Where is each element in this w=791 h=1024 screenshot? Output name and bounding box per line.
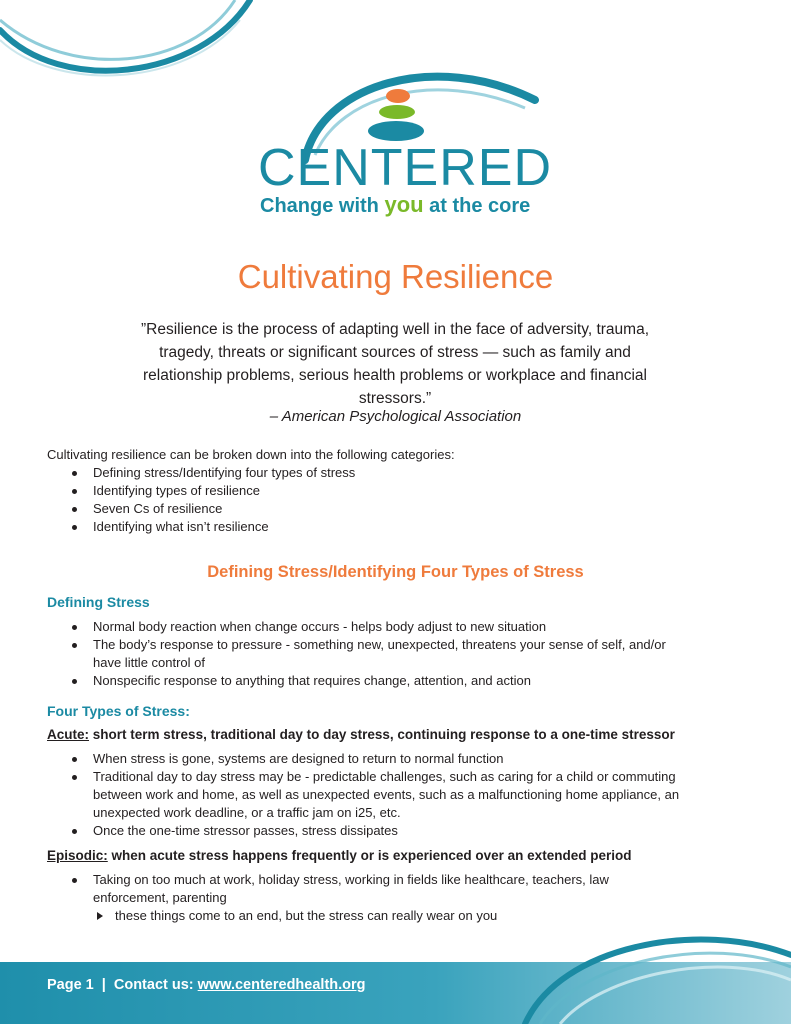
page-number: Page 1 [47, 977, 94, 993]
episodic-description: when acute stress happens frequently or is experienced over an extended period [111, 848, 632, 863]
acute-section [47, 726, 697, 840]
top-left-swoosh [0, 0, 260, 90]
list-item: Defining stress/Identifying four types of stress [47, 464, 455, 482]
tagline-part-1: Change with [260, 195, 379, 217]
section-title: Defining Stress/Identifying Four Types of Stress [207, 563, 584, 581]
episodic-section [47, 847, 697, 925]
defining-stress-heading: Defining Stress [47, 594, 150, 610]
list-item: Identifying what isn’t resilience [47, 518, 455, 536]
episodic-definition [47, 847, 697, 865]
acute-label: Acute: [47, 727, 90, 742]
logo-wordmark: CENTERED [258, 139, 553, 197]
intro-text: Cultivating resilience can be broken down into the following categories: [47, 447, 455, 462]
sub-list-item: these things come to an end, but the stress can really wear on you [47, 907, 697, 925]
defining-stress-list [47, 618, 697, 690]
list-item: Taking on too much at work, holiday stress, working in fields like healthcare, teachers, law enforcement, parenting [47, 871, 647, 907]
tagline-part-2: at the core [429, 195, 531, 217]
quote-attribution: – American Psychological Association [269, 408, 522, 425]
logo-tagline [260, 192, 530, 218]
intro-section [47, 446, 455, 536]
category-list [47, 464, 455, 536]
quote-text: ”Resilience is the process of adapting well in the face of adversity, trauma, tragedy, threats or significant sources of stress — such as family and relationship problems, serious health problems or workplace and financial stressors.” [140, 321, 650, 407]
list-item: When stress is gone, systems are designed to return to normal function [47, 750, 697, 768]
acute-definition [47, 726, 697, 744]
list-item: Traditional day to day stress may be - predictable challenges, such as caring for a child or commuting between work and home, as well as unexpected events, such as a malfunctioning home appliance, an unexpected work deadline, or a traffic jam on i25, etc. [47, 768, 697, 822]
episodic-label: Episodic: [47, 848, 108, 863]
list-item: Once the one-time stressor passes, stress dissipates [47, 822, 697, 840]
list-item: Identifying types of resilience [47, 482, 455, 500]
stacked-stones-icon [362, 88, 432, 144]
footer-text [47, 977, 366, 993]
bottom-right-swoosh [520, 925, 791, 1024]
tagline-you: you [384, 192, 424, 217]
website-link[interactable]: www.centeredhealth.org [197, 977, 366, 993]
acute-description: short term stress, traditional day to day stress, continuing response to a one-time stressor [92, 727, 675, 742]
centered-logo [240, 60, 560, 230]
footer-separator: | [101, 977, 106, 993]
four-types-heading: Four Types of Stress: [47, 703, 190, 719]
page-title: Cultivating Resilience [237, 258, 554, 295]
list-item: The body’s response to pressure - something new, unexpected, threatens your sense of self, and/or have little control of [47, 636, 697, 672]
contact-label: Contact us: [113, 977, 194, 993]
list-item: Seven Cs of resilience [47, 500, 455, 518]
list-item: Normal body reaction when change occurs - helps body adjust to new situation [47, 618, 697, 636]
list-item: Nonspecific response to anything that requires change, attention, and action [47, 672, 697, 690]
